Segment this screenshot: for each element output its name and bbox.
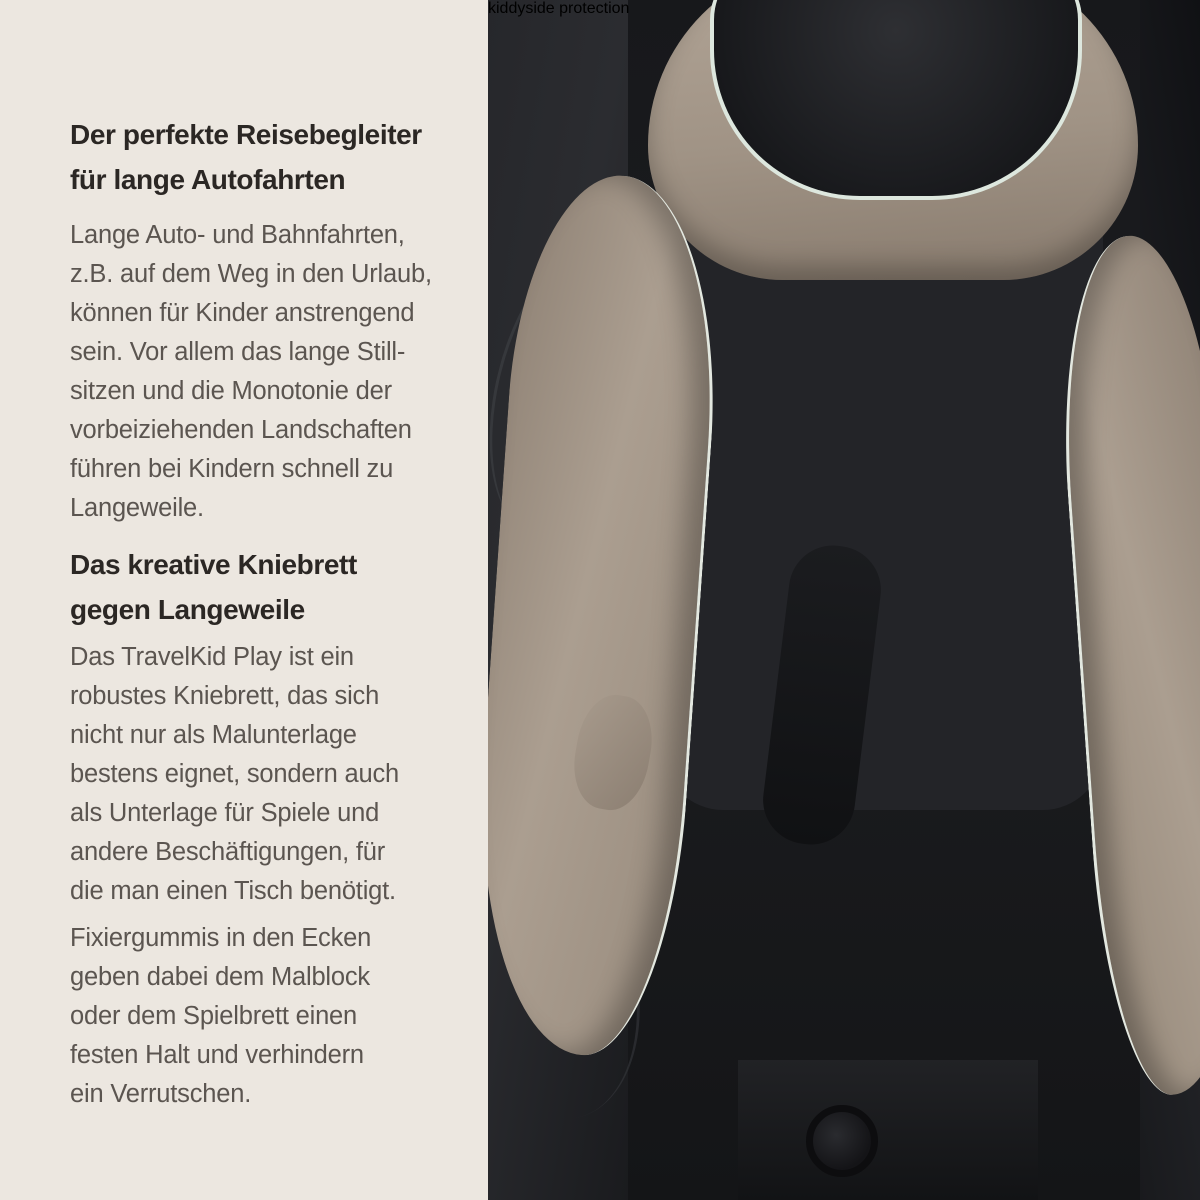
text-panel <box>0 0 488 1200</box>
badge-text: kiddyside protection <box>488 0 630 17</box>
seat-mount-knob <box>806 1105 878 1177</box>
paragraph-fixing-elastics: Fixiergummis in den Ecken geben dabei dem Malblock oder dem Spielbrett einen festen Halt und verhindern ein Verrutschen. <box>70 924 372 1108</box>
kiddyside-protection-badge <box>488 0 629 18</box>
heading-travel-companion: Der perfekte Reisebegleiter für lange Autofahrten <box>70 119 422 195</box>
heading-creative-lap-tray: Das kreative Kniebrett gegen Langeweile <box>70 549 357 625</box>
text-column <box>0 0 488 1114</box>
seat-side-wing-left <box>488 169 729 1061</box>
paragraph-long-trips: Lange Auto- und Bahnfahrten, z.B. auf dem Weg in den Urlaub, können für Kinder anstrengend sein. Vor allem das lange Still- sitzen und die Monotonie der vorbeiziehenden Landschaften führen bei Kindern schnell zu Langeweile. <box>70 221 432 522</box>
paragraph-travelkid-play: Das TravelKid Play ist ein robustes Kniebrett, das sich nicht nur als Malunterlage bestens eignet, sondern auch als Unterlage für Spiele und andere Beschäftigungen, für die man einen Tisch benötigt. <box>70 643 399 905</box>
booster-armrest-right <box>1082 636 1178 732</box>
product-photo <box>488 0 1200 1200</box>
car-floor <box>738 1060 1038 1200</box>
